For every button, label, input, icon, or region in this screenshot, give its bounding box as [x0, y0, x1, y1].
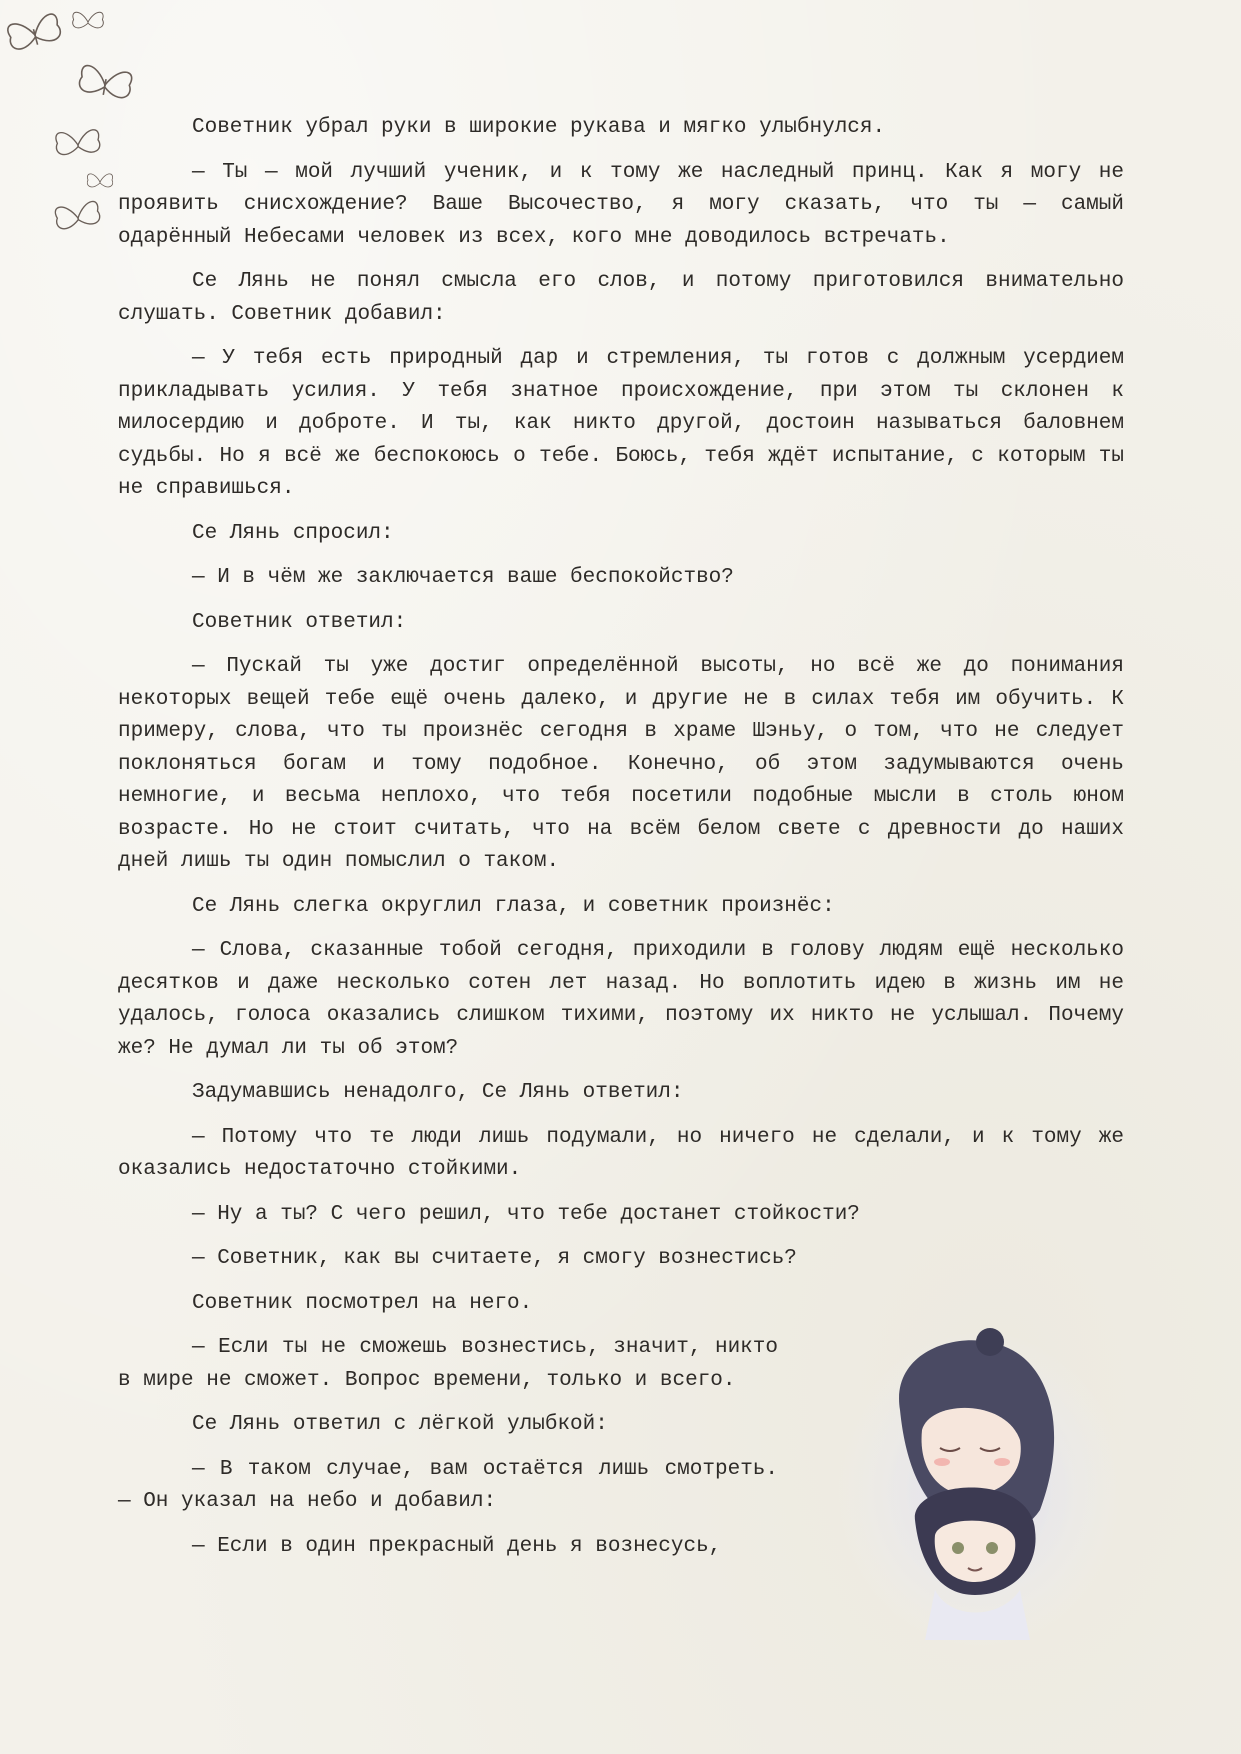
paragraph: — У тебя есть природный дар и стремления, ты готов с должным усердием прикладывать усилия. У тебя знатное происхождение, при этом ты склонен к милосердию и доброте. И ты, как никто другой, достоин называться баловнем судьбы. Но я всё же беспокоюсь о тебе. Боюсь, тебя ждёт испытание, с которым ты не справишься.	[118, 347, 1124, 500]
paragraph: Се Лянь ответил с лёгкой улыбкой:	[192, 1413, 608, 1436]
paragraph: — В таком случае, вам остаётся лишь смотреть. — Он указал на небо и добавил:	[118, 1457, 778, 1513]
paragraph: Советник посмотрел на него.	[192, 1291, 533, 1315]
butterfly-icon	[87, 174, 113, 187]
paragraph: Се Лянь спросил:	[192, 521, 394, 545]
butterfly-icon	[6, 13, 62, 52]
chibi-illustration	[830, 1320, 1130, 1650]
paragraph: Советник убрал руки в широкие рукава и мягко улыбнулся.	[192, 116, 886, 139]
paragraph: Советник ответил:	[192, 610, 407, 634]
paragraph: — И в чём же заключается ваше беспокойство?	[192, 566, 734, 589]
butterfly-icon	[55, 129, 100, 155]
paragraph: — Потому что те люди лишь подумали, но ничего не сделали, и к тому же оказались недостаточно стойкими.	[118, 1125, 1124, 1181]
paragraph: — Если в один прекрасный день я вознесусь,	[192, 1534, 722, 1558]
paragraph: Задумавшись ненадолго, Се Лянь ответил:	[192, 1081, 684, 1104]
paragraph: Се Лянь не понял смысла его слов, и потому приготовился внимательно слушать. Советник добавил:	[118, 270, 1124, 326]
paragraph: Се Лянь слегка округлил глаза, и советник произнёс:	[192, 894, 835, 918]
butterfly-icon	[54, 201, 101, 230]
paragraph: — Если ты не сможешь вознестись, значит, никто в мире не сможет. Вопрос времени, только и всего.	[118, 1336, 778, 1392]
paragraph: — Ну а ты? С чего решил, что тебе достанет стойкости?	[192, 1202, 860, 1226]
paragraph: — Пускай ты уже достиг определённой высоты, но всё же до понимания некоторых вещей тебе ещё очень далеко, и другие не в силах тебя им обучить. К примеру, слова, что ты произнёс сегодня в храме Шэньу, о том, что не следует поклоняться богам и тому подобное. Конечно, об этом задумываются очень немногие, и весьма неплохо, что тебя посетили подобные мысли в столь юном возрасте. Но не стоит считать, что на всём белом свете с древности до наших дней лишь ты один помыслил о таком.	[118, 655, 1124, 873]
paragraph: — Слова, сказанные тобой сегодня, приходили в голову людям ещё несколько десятков и даже несколько сотен лет назад. Но воплотить идею в жизнь им не удалось, голоса оказались слишком тихими, поэтому их никто не услышал. Почему же? Не думал ли ты об этом?	[118, 939, 1124, 1060]
paragraph: — Ты — мой лучший ученик, и к тому же наследный принц. Как я могу не проявить снисхождение? Ваше Высочество, я могу сказать, что ты — самый одарённый Небесами человек из всех, кого мне доводилось встречать.	[118, 160, 1124, 249]
paragraph: — Советник, как вы считаете, я смогу вознестись?	[192, 1247, 797, 1270]
butterfly-icon	[78, 65, 133, 100]
butterfly-icon	[73, 12, 104, 28]
